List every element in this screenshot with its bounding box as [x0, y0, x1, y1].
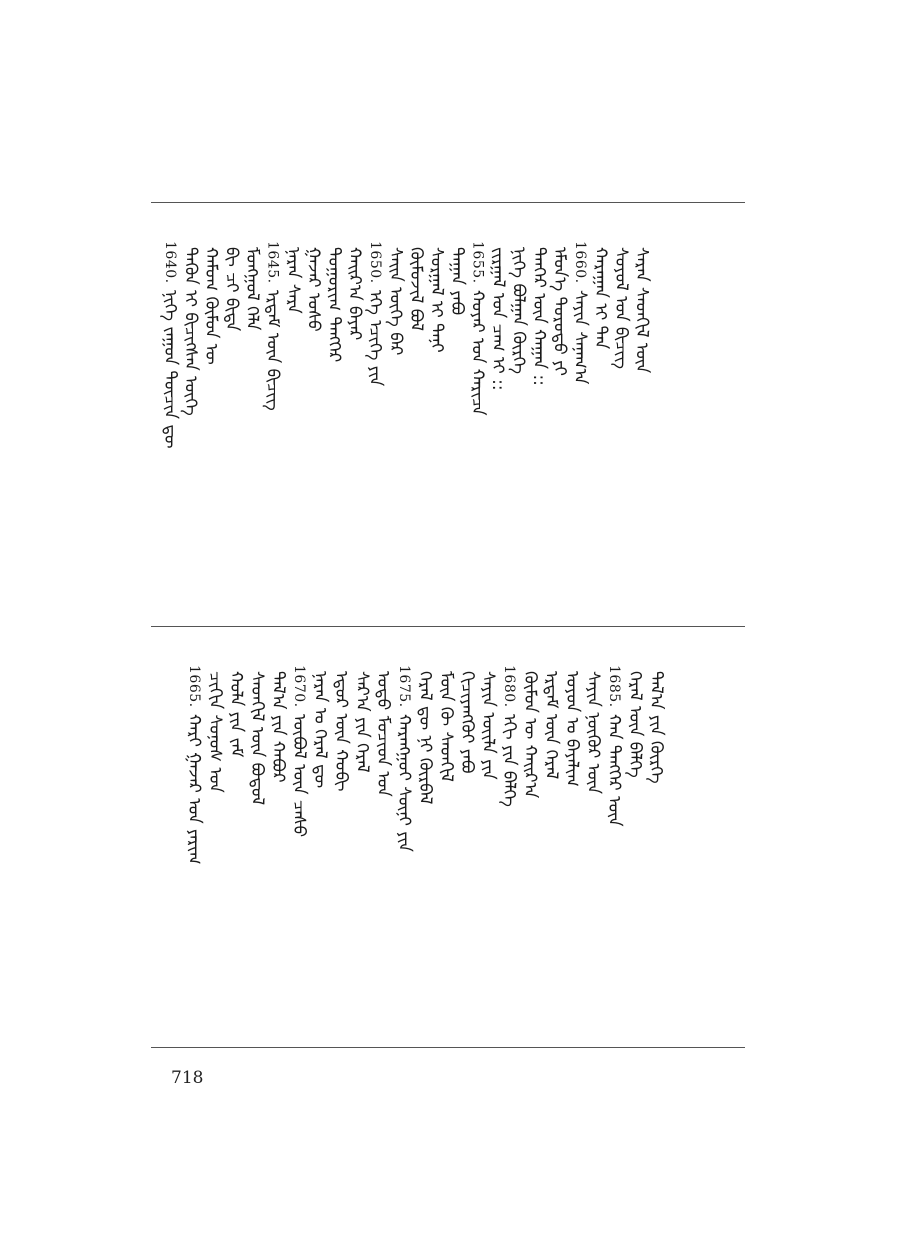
line-text: ᠲᠣᠭᠣᠷᠢᠭ ᠲᠡᠩᠭᠡᠷ — [324, 247, 344, 363]
line-text: ᠬᠠᠷᠢ ᠭᠠᠵᠠᠷ ᠤᠨ ᠶᠠᠷᠢᠭ — [184, 713, 204, 865]
line-number: 1655. — [469, 241, 486, 284]
line-text: ᠡᠳᠦᠷ ᠦᠨ ᠬᠤᠪᠢ — [331, 671, 351, 792]
line-text: ᠮᠥᠨ ᠬᠦ ᠰᠡᠳᠬᠢᠯ — [436, 671, 456, 782]
line-number: 1685. — [606, 665, 622, 708]
line-number: 1650. — [367, 241, 383, 284]
line-text: ᠲᠡᠭᠦᠨ ᠢ ᠪᠢᠴᠢᠭᠰᠡᠨ ᠦᠭᠡ — [180, 247, 201, 416]
lower-text-block — [151, 627, 745, 1047]
line-text: ᠣᠳᠣ ᠮᠣᠴᠢᠳ ᠤᠨ — [373, 671, 393, 797]
line-text: ᠰᠤᠷᠭᠠᠯ ᠢ ᠲᠠᠨᠢ — [426, 247, 447, 353]
line-text: ᠰᠠᠶᠢᠨ ᠨᠥᠬᠦᠷ ᠦᠨ — [583, 671, 603, 795]
line-text: ᠬᠦᠮᠦᠨ ᠦ ᠬᠠᠢᠷ᠎ᠠ — [520, 671, 540, 799]
line-text: ᠡᠮᠦᠨ᠎ᠡ ᠳᠣᠷᠣᠳᠤ ᠶᠢ — [549, 247, 570, 376]
line-text: ᠰᠠᠶᠢᠨ ᠰᠠᠨᠠᠭ᠎ᠠ — [570, 289, 590, 385]
upper-text-block — [151, 203, 745, 626]
line-text: ᠡᠬᠡ ᠡᠴᠢᠭᠡ ᠶᠢᠨ — [365, 289, 385, 386]
line-text: ᠲᠠᠯ᠎ᠠ ᠶᠢᠨ ᠬᠦᠷᠭᠡ — [646, 671, 666, 784]
line-number: 1670. — [291, 665, 307, 708]
line-text: ᠬᠠᠷᠠᠭᠠᠨ ᠢ ᠲᠠᠨ — [590, 247, 611, 350]
line-text: ᠰᠠᠷ᠎ᠠ ᠶᠢᠨ ᠭᠡᠷᠡᠯ — [352, 671, 372, 773]
line-number: 1665. — [186, 665, 202, 708]
line-text: ᠰᠠᠢᠨ ᠦᠭᠡ ᠪᠡᠷ — [385, 247, 406, 356]
line-text: ᠬᠣᠯᠠ ᠶᠢᠨ ᠵᠠᠮ — [226, 671, 246, 758]
line-text: ᠬᠠᠮᠤᠭ ᠬᠦᠮᠦᠨ ᠦ — [201, 247, 221, 365]
line-text: ᠨᠠᠷᠠᠨ ᠤ ᠭᠡᠷᠡᠯ ᠳᠦ — [310, 671, 330, 789]
line-text: ᠬᠣᠶᠠᠷ ᠤᠨ ᠬᠠᠷᠢᠴᠠ — [467, 289, 488, 416]
line-text: ᠨᠢᠭᠡ ᠪᠣᠯᠭᠠᠨ ᠬᠦᠷᠭᠡ — [508, 247, 529, 375]
line-text: ᠬᠠᠢᠷ᠎ᠠ ᠪᠠᠶᠠᠷ — [344, 247, 365, 341]
text-line — [629, 241, 655, 373]
line-text: ᠡᠬᠢ ᠶᠢᠨ ᠪᠡᠯᠭᠡ — [499, 713, 519, 807]
line-text: ᠬᠢᠴᠢᠶᠡᠩᠭᠦᠢ ᠶᠠᠪᠤ — [457, 671, 477, 774]
line-text: ᠡᠷᠳᠡᠮ ᠦᠨ ᠪᠢᠴᠢᠭ — [262, 289, 283, 411]
line-text: ᠲᠡᠨᠭᠡᠷ ᠦᠨ ᠬᠠᠭᠠᠨ :: — [529, 247, 549, 386]
line-text: ᠰᠠᠶᠢᠨ ᠦᠢᠯᠡ ᠶᠢᠨ — [478, 671, 498, 780]
line-number: 1680. — [501, 665, 517, 708]
line-text: ᠰᠣᠶᠣᠯ ᠤᠨ ᠪᠢᠴᠢᠭ — [611, 247, 631, 369]
line-number: 1645. — [264, 241, 281, 284]
line-text: ᠭᠡᠷᠡᠯ ᠳᠦ ᠨᠢ ᠬᠦᠷᠪᠡᠯ — [415, 671, 435, 805]
line-text: ᠴᠢᠬᠢᠨ ᠰᠣᠨᠣᠰ ᠤᠨ — [205, 671, 225, 793]
bottom-rule — [151, 1047, 745, 1048]
line-text: ᠵᠢᠷᠭᠠᠯ ᠤᠨ ᠴᠠᠭ ᠢ :: — [488, 247, 508, 391]
line-text: ᠣᠶᠤᠨ ᠤ ᠪᠠᠶᠠᠯᠢᠭ — [562, 671, 582, 787]
line-text: ᠰᠠᠷᠠᠨ ᠰᠡᠳᠬᠢᠯ ᠦᠨ — [631, 247, 652, 374]
line-number: 1640. — [162, 241, 178, 284]
line-text: ᠦᠪᠦᠯ ᠦᠨ ᠴᠠᠰᠤ — [289, 713, 309, 837]
line-text: ᠬᠠᠷᠠᠩᠭᠤᠢ ᠰᠥᠨᠢ ᠶᠢᠨ — [394, 713, 414, 852]
line-text: ᠨᠢᠭᠡ ᠵᠠᠭᠤᠨ ᠳᠥᠴᠢᠨ ᠳᠦ — [160, 289, 180, 449]
text-line — [643, 665, 669, 784]
line-text: ᠰᠡᠳᠬᠢᠯ ᠦᠨ ᠪᠣᠳᠣᠯ — [247, 671, 267, 806]
line-text: ᠮᠣᠩᠭᠣᠯ ᠬᠡᠯᠡ — [242, 247, 262, 331]
line-number: 1660. — [572, 241, 588, 284]
line-text: ᠭᠠᠵᠠᠷ ᠤᠰᠤ — [303, 247, 324, 332]
page-number: 718 — [171, 1068, 204, 1088]
line-text: ᠡᠷᠳᠡᠮ ᠦᠨ ᠭᠡᠷᠡᠯ — [541, 671, 561, 780]
line-text: ᠳᠠᠭᠠᠨ ᠶᠠᠪᠤ — [447, 247, 467, 316]
line-number: 1675. — [396, 665, 412, 708]
line-text: ᠪᠢ ᠴᠢ ᠪᠢᠳᠡ — [221, 247, 242, 332]
line-text: ᠬᠠᠨ ᠲᠡᠩᠭᠡᠷ ᠦᠨ — [604, 713, 624, 827]
line-text: ᠭᠡᠷᠡᠯ ᠦᠨ ᠪᠡᠯᠭᠡ — [625, 671, 645, 778]
line-text: ᠬᠦᠮᠦᠵᠢᠯ ᠪᠣᠯ — [406, 247, 426, 332]
line-text: ᠨᠠᠷᠠᠨ ᠰᠠᠷᠠ — [283, 247, 303, 314]
line-text: ᠲᠠᠯ᠎ᠠ ᠶᠢᠨ ᠬᠠᠪᠤᠷ — [268, 671, 288, 783]
